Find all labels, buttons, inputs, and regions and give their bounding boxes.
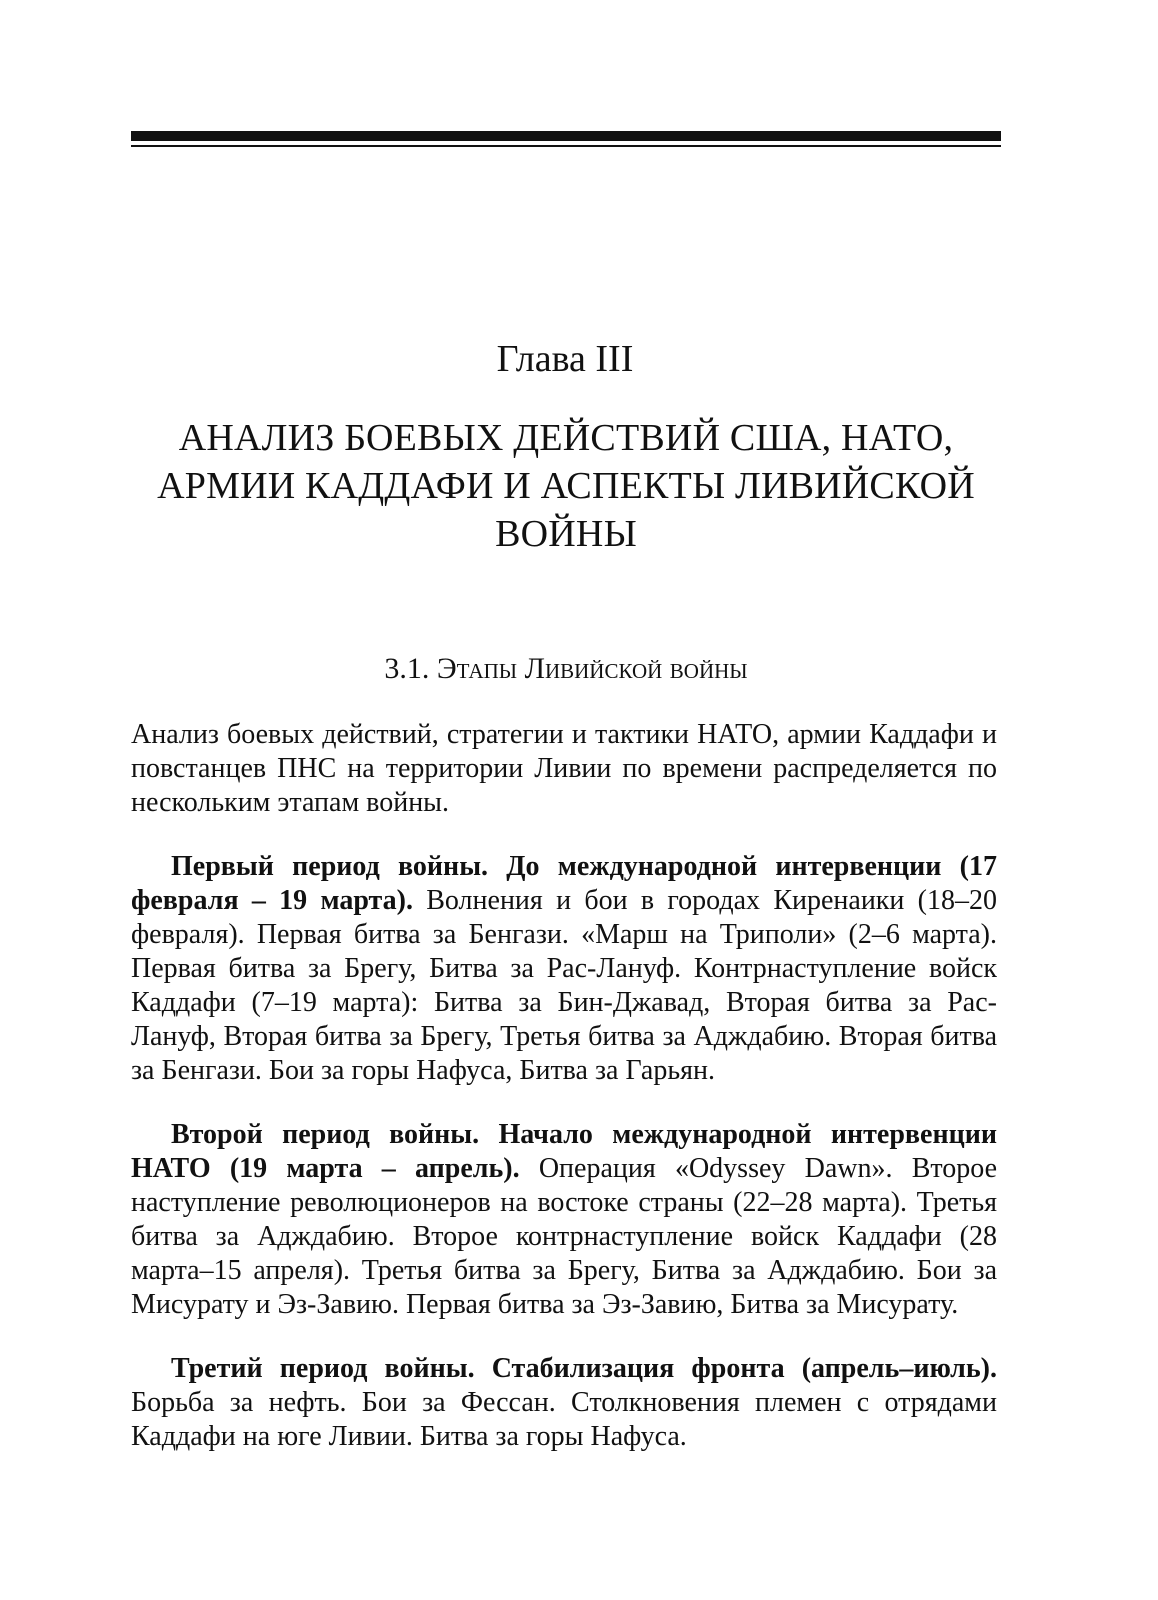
period-paragraph-3 bbox=[131, 1352, 997, 1454]
chapter-title: АНАЛИЗ БОЕВЫХ ДЕЙСТВИЙ США, НАТО, АРМИИ КАДДАФИ И АСПЕКТЫ ЛИВИЙСКОЙ ВОЙНЫ bbox=[157, 417, 975, 555]
period-text-2: Операция «Odyssey Dawn». Второе наступление революционеров на востоке страны (22–28 марта). Третья битва за Адждабию. Второе контрнаступление войск Каддафи (28 марта–15 апреля). Третья битва за Брегу, Битва за Адждабию. Бои за Мисурату и Эз-Завию. Первая битва за Эз-Завию, Битва за Мисурату. bbox=[131, 1153, 998, 1320]
section-title: 3.1. Этапы Ливийской войны bbox=[384, 652, 748, 685]
period-text-3: Борьба за нефть. Бои за Фессан. Столкновения племен с отрядами Каддафи на юге Ливии. Битва за горы Нафуса. bbox=[131, 1387, 997, 1452]
period-heading-3: Третий период войны. Стабилизация фронта (апрель–июль). bbox=[171, 1353, 997, 1384]
period-heading-1: Первый период войны. До международной интервенции (17 февраля – 19 марта). bbox=[131, 851, 997, 916]
header-rule-thin bbox=[131, 145, 1001, 147]
period-paragraph-1 bbox=[131, 850, 997, 1088]
period-text-1: Волнения и бои в городах Киренаики (18–20 февраля). Первая битва за Бенгази. «Марш на Триполи» (2–6 марта). Первая битва за Брегу, Битва за Рас-Лануф. Контрнаступление войск Каддафи (7–19 марта): Битва за Бин-Джавад, Вторая битва за Рас-Лануф, Вторая битва за Брегу, Третья битва за Адждабию. Вторая битва за Бенгази. Бои за горы Нафуса, Битва за Гарьян. bbox=[131, 885, 997, 1086]
header-rule-thick bbox=[131, 131, 1001, 141]
period-heading-2: Второй период войны. Начало международной интервенции НАТО (19 марта – апрель). bbox=[131, 1119, 997, 1184]
intro-paragraph: Анализ боевых действий, стратегии и тактики НАТО, армии Каддафи и повстанцев ПНС на территории Ливии по времени распределяется по нескольким этапам войны. bbox=[131, 719, 997, 818]
period-paragraph-2 bbox=[131, 1118, 997, 1322]
chapter-label: Глава III bbox=[496, 338, 634, 380]
